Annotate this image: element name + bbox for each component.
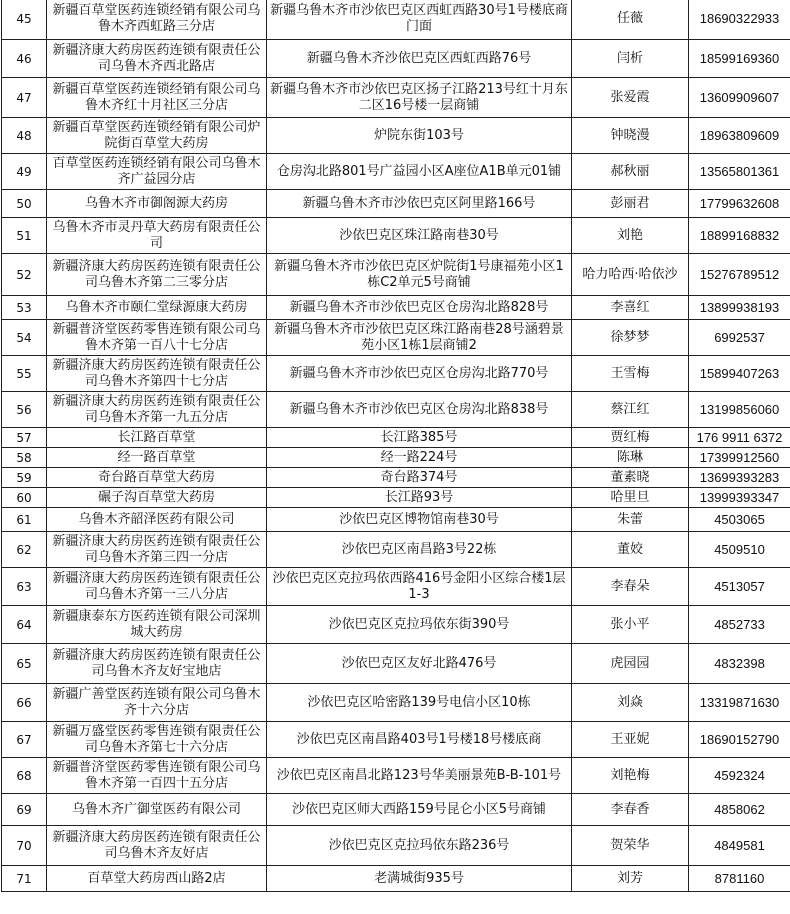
contact-phone: 13609909607: [689, 78, 790, 118]
contact-person: 董素晓: [572, 468, 689, 488]
table-row: [2, 644, 790, 684]
row-number: 59: [2, 468, 47, 488]
contact-person: 贺荣华: [572, 826, 689, 866]
store-name: 新疆济康大药房医药连锁有限责任公司乌鲁木齐第三四一分店: [47, 532, 267, 568]
contact-person: 贾红梅: [572, 428, 689, 448]
row-number: 68: [2, 758, 47, 794]
contact-phone: 18690322933: [689, 0, 790, 40]
store-address: 新疆乌鲁木齐市沙依巴克区炉院街1号康福苑小区1栋C2单元5号商铺: [267, 254, 572, 296]
table-row: [2, 0, 790, 40]
row-number: 71: [2, 866, 47, 892]
store-name: 新疆百草堂医药连锁经销有限公司炉院街百草堂大药房: [47, 118, 267, 154]
table-row: [2, 794, 790, 826]
contact-person: 徐梦梦: [572, 320, 689, 356]
row-number: 51: [2, 218, 47, 254]
store-name: 新疆万盛堂医药零售连锁有限责任公司乌鲁木齐第七十六分店: [47, 722, 267, 758]
store-name: 乌鲁木齐韶泽医药有限公司: [47, 508, 267, 532]
contact-phone: 4852733: [689, 606, 790, 644]
store-address: 老满城街935号: [267, 866, 572, 892]
contact-person: 李春朵: [572, 568, 689, 606]
store-name: 碾子沟百草堂大药房: [47, 488, 267, 508]
table-row: [2, 254, 790, 296]
store-address: 新疆乌鲁木齐市沙依巴克区仓房沟北路828号: [267, 296, 572, 320]
contact-person: 蔡江红: [572, 392, 689, 428]
contact-phone: 17399912560: [689, 448, 790, 468]
table-row: [2, 488, 790, 508]
store-name: 乌鲁木齐市御阁源大药房: [47, 190, 267, 218]
contact-person: 任薇: [572, 0, 689, 40]
contact-person: 董姣: [572, 532, 689, 568]
row-number: 67: [2, 722, 47, 758]
store-name: 新疆济康大药房医药连锁有限责任公司乌鲁木齐第一九五分店: [47, 392, 267, 428]
row-number: 63: [2, 568, 47, 606]
store-address: 沙依巴克区克拉玛依西路416号金阳小区综合楼1层1-3: [267, 568, 572, 606]
store-address: 沙依巴克区南昌路3号22栋: [267, 532, 572, 568]
store-address: 新疆乌鲁木齐沙依巴克区西虹西路76号: [267, 40, 572, 78]
row-number: 45: [2, 0, 47, 40]
contact-phone: 4858062: [689, 794, 790, 826]
contact-phone: 4849581: [689, 826, 790, 866]
store-name: 新疆普济堂医药零售连锁有限公司乌鲁木齐第一百四十五分店: [47, 758, 267, 794]
contact-person: 闫析: [572, 40, 689, 78]
store-name: 新疆康泰东方医药连锁有限公司深圳城大药房: [47, 606, 267, 644]
store-address: 沙依巴克区哈密路139号电信小区10栋: [267, 684, 572, 722]
pharmacy-table: [1, 0, 790, 892]
store-address: 新疆乌鲁木齐市沙依巴克区扬子江路213号红十月东二区16号楼一层商铺: [267, 78, 572, 118]
table-row: [2, 218, 790, 254]
store-name: 新疆济康大药房医药连锁有限责任公司乌鲁木齐第四十七分店: [47, 356, 267, 392]
table-body: [2, 0, 790, 892]
store-address: 经一路224号: [267, 448, 572, 468]
contact-phone: 18963809609: [689, 118, 790, 154]
row-number: 46: [2, 40, 47, 78]
store-name: 新疆普济堂医药零售连锁有限公司乌鲁木齐第一百八十七分店: [47, 320, 267, 356]
table-row: [2, 568, 790, 606]
table-row: [2, 118, 790, 154]
table-row: [2, 758, 790, 794]
store-address: 沙依巴克区克拉玛依东路236号: [267, 826, 572, 866]
contact-phone: 4832398: [689, 644, 790, 684]
store-address: 沙依巴克区友好北路476号: [267, 644, 572, 684]
store-name: 百草堂医药连锁经销有限公司乌鲁木齐广益园分店: [47, 154, 267, 190]
store-address: 新疆乌鲁木齐市沙依巴克区仓房沟北路770号: [267, 356, 572, 392]
row-number: 66: [2, 684, 47, 722]
contact-phone: 15899407263: [689, 356, 790, 392]
contact-phone: 13565801361: [689, 154, 790, 190]
store-address: 长江路385号: [267, 428, 572, 448]
store-name: 经一路百草堂: [47, 448, 267, 468]
contact-person: 哈力哈西·哈依沙: [572, 254, 689, 296]
contact-person: 刘艳梅: [572, 758, 689, 794]
store-name: 新疆济康大药房医药连锁有限责任公司乌鲁木齐友好店: [47, 826, 267, 866]
store-name: 新疆济康大药房医药连锁有限责任公司乌鲁木齐第二三零分店: [47, 254, 267, 296]
row-number: 53: [2, 296, 47, 320]
contact-person: 钟晓漫: [572, 118, 689, 154]
store-name: 乌鲁木齐广御堂医药有限公司: [47, 794, 267, 826]
store-name: 乌鲁木齐市灵丹草大药房有限责任公司: [47, 218, 267, 254]
row-number: 48: [2, 118, 47, 154]
row-number: 70: [2, 826, 47, 866]
table-row: [2, 296, 790, 320]
contact-person: 朱蕾: [572, 508, 689, 532]
contact-phone: 4592324: [689, 758, 790, 794]
row-number: 65: [2, 644, 47, 684]
store-address: 新疆乌鲁木齐市沙依巴克区阿里路166号: [267, 190, 572, 218]
contact-person: 李春香: [572, 794, 689, 826]
contact-phone: 8781160: [689, 866, 790, 892]
store-address: 沙依巴克区南昌北路123号华美丽景苑B-B-101号: [267, 758, 572, 794]
store-name: 新疆济康大药房医药连锁有限责任公司乌鲁木齐西北路店: [47, 40, 267, 78]
store-address: 沙依巴克区博物馆南巷30号: [267, 508, 572, 532]
store-address: 新疆乌鲁木齐市沙依巴克区西虹西路30号1号楼底商门面: [267, 0, 572, 40]
store-name: 百草堂大药房西山路2店: [47, 866, 267, 892]
contact-person: 虎园园: [572, 644, 689, 684]
store-name: 乌鲁木齐市颐仁堂绿源康大药房: [47, 296, 267, 320]
table-row: [2, 40, 790, 78]
contact-person: 彭丽君: [572, 190, 689, 218]
table-row: [2, 190, 790, 218]
contact-phone: 4503065: [689, 508, 790, 532]
contact-phone: 13699393283: [689, 468, 790, 488]
store-address: 炉院东街103号: [267, 118, 572, 154]
contact-person: 张爱霞: [572, 78, 689, 118]
row-number: 56: [2, 392, 47, 428]
table-row: [2, 154, 790, 190]
contact-phone: 13999393347: [689, 488, 790, 508]
row-number: 64: [2, 606, 47, 644]
row-number: 55: [2, 356, 47, 392]
table-row: [2, 826, 790, 866]
table-row: [2, 448, 790, 468]
store-address: 沙依巴克区师大西路159号昆仑小区5号商铺: [267, 794, 572, 826]
row-number: 69: [2, 794, 47, 826]
row-number: 57: [2, 428, 47, 448]
contact-person: 张小平: [572, 606, 689, 644]
contact-phone: 13319871630: [689, 684, 790, 722]
row-number: 60: [2, 488, 47, 508]
contact-person: 哈里旦: [572, 488, 689, 508]
store-address: 沙依巴克区南昌路403号1号楼18号楼底商: [267, 722, 572, 758]
store-name: 奇台路百草堂大药房: [47, 468, 267, 488]
contact-phone: 15276789512: [689, 254, 790, 296]
store-name: 长江路百草堂: [47, 428, 267, 448]
contact-phone: 4509510: [689, 532, 790, 568]
store-address: 新疆乌鲁木齐市沙依巴克区仓房沟北路838号: [267, 392, 572, 428]
contact-phone: 17799632608: [689, 190, 790, 218]
table-row: [2, 722, 790, 758]
table-row: [2, 78, 790, 118]
store-address: 新疆乌鲁木齐市沙依巴克区珠江路南巷28号涵碧景苑小区1栋1层商铺2: [267, 320, 572, 356]
contact-phone: 176 9911 6372: [689, 428, 790, 448]
contact-phone: 18899168832: [689, 218, 790, 254]
row-number: 50: [2, 190, 47, 218]
table-row: [2, 684, 790, 722]
table-row: [2, 356, 790, 392]
contact-person: 刘芳: [572, 866, 689, 892]
contact-phone: 13899938193: [689, 296, 790, 320]
contact-person: 李喜红: [572, 296, 689, 320]
store-name: 新疆广善堂医药连锁有限公司乌鲁木齐十六分店: [47, 684, 267, 722]
row-number: 62: [2, 532, 47, 568]
table-row: [2, 508, 790, 532]
store-name: 新疆百草堂医药连锁经销有限公司乌鲁木齐红十月社区三分店: [47, 78, 267, 118]
store-address: 长江路93号: [267, 488, 572, 508]
row-number: 52: [2, 254, 47, 296]
store-name: 新疆百草堂医药连锁经销有限公司乌鲁木齐西虹路三分店: [47, 0, 267, 40]
table-row: [2, 392, 790, 428]
contact-person: 陈琳: [572, 448, 689, 468]
table-row: [2, 468, 790, 488]
row-number: 58: [2, 448, 47, 468]
contact-phone: 6992537: [689, 320, 790, 356]
table-row: [2, 428, 790, 448]
row-number: 54: [2, 320, 47, 356]
contact-phone: 18599169360: [689, 40, 790, 78]
store-address: 沙依巴克区珠江路南巷30号: [267, 218, 572, 254]
table-row: [2, 866, 790, 892]
contact-phone: 18690152790: [689, 722, 790, 758]
table-row: [2, 606, 790, 644]
row-number: 49: [2, 154, 47, 190]
contact-phone: 4513057: [689, 568, 790, 606]
contact-phone: 13199856060: [689, 392, 790, 428]
store-address: 仓房沟北路801号广益园小区A座位A1B单元01铺: [267, 154, 572, 190]
row-number: 47: [2, 78, 47, 118]
row-number: 61: [2, 508, 47, 532]
contact-person: 刘艳: [572, 218, 689, 254]
contact-person: 刘焱: [572, 684, 689, 722]
contact-person: 王亚妮: [572, 722, 689, 758]
store-address: 奇台路374号: [267, 468, 572, 488]
store-name: 新疆济康大药房医药连锁有限责任公司乌鲁木齐友好宝地店: [47, 644, 267, 684]
contact-person: 郝秋丽: [572, 154, 689, 190]
contact-person: 王雪梅: [572, 356, 689, 392]
table-row: [2, 532, 790, 568]
store-address: 沙依巴克区克拉玛依东街390号: [267, 606, 572, 644]
store-name: 新疆济康大药房医药连锁有限责任公司乌鲁木齐第一三八分店: [47, 568, 267, 606]
table-row: [2, 320, 790, 356]
